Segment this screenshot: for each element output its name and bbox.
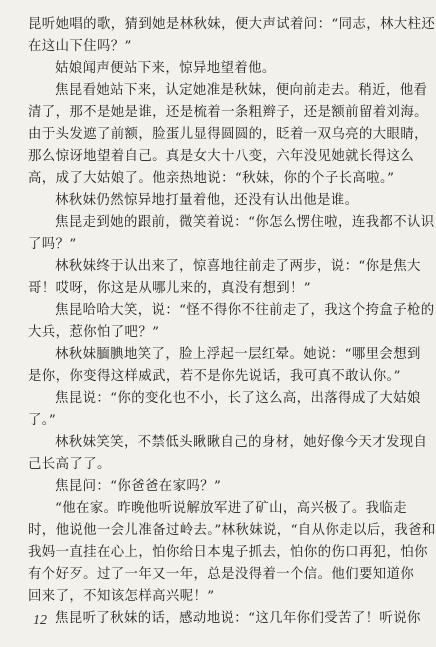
text-line: 有个好歹。过了一年又一年，总是没得着一个信。他们要知道你 bbox=[28, 567, 415, 582]
text-line: 林秋妹仍然惊异地打量着他，还没有认出他是谁。 bbox=[55, 193, 359, 208]
text-line: 焦昆哈哈大笑，说：“怪不得你不往前走了，我这个挎盒子枪的 bbox=[55, 303, 435, 318]
text-line: 时，他说他一会儿准备过岭去。”林秋妹说，“自从你走以后，我爸和 bbox=[28, 523, 436, 538]
text-line: 那么惊讶地望着自己。真是女大十八变，六年没见她就长得这么 bbox=[28, 149, 415, 164]
text-line: 焦昆走到她的跟前，微笑着说：“你怎么愣住啦，连我都不认识 bbox=[55, 215, 435, 230]
text-line: 林秋妹终于认出来了，惊喜地往前走了两步，说：“你是焦大 bbox=[55, 259, 421, 274]
text-line: 大兵，惹你怕了吧？” bbox=[28, 325, 160, 340]
text-line: 了。” bbox=[28, 413, 57, 428]
text-line: 焦昆问：“你爸爸在家吗？” bbox=[55, 479, 222, 494]
text-line: 焦昆看她站下来，认定她准是秋妹，便向前走去。稍近，他看 bbox=[55, 83, 428, 98]
text-line: 由于头发遮了前额，脸蛋儿显得圆圆的，眨着一双乌亮的大眼睛， bbox=[28, 127, 428, 142]
page-number: 12 bbox=[33, 613, 47, 628]
text-line: 昆听她唱的歌，猜到她是林秋妹，便大声试着问：“同志，林大柱还 bbox=[28, 17, 436, 32]
body-text bbox=[28, 14, 436, 630]
text-line: 姑娘闻声便站下来，惊异地望着他。 bbox=[55, 61, 276, 76]
text-line: 在这山下住吗？” bbox=[28, 39, 132, 54]
text-line: 哥！哎呀，你这是从哪儿来的，真没有想到！” bbox=[28, 281, 312, 296]
text-line: 己长高了了。 bbox=[28, 457, 111, 472]
text-line: 回来了，不知该怎样高兴呢！” bbox=[28, 589, 215, 604]
text-line: 清了，那不是她是谁，还是梳着一条粗辫子，还是额前留着刘海。 bbox=[28, 105, 428, 120]
text-line: 是你，你变得这样威武，若不是你先说话，我可真不敢认你。” bbox=[28, 369, 401, 384]
text-line: 高，成了大姑娘了。他亲热地说：“秋妹，你的个子长高啦。” bbox=[28, 171, 395, 186]
text-line: 林秋妹腼腆地笑了，脸上浮起一层红晕。她说：“哪里会想到 bbox=[55, 347, 421, 362]
text-line: 了吗？” bbox=[28, 237, 77, 252]
text-line: 林秋妹笑笑，不禁低头瞅瞅自己的身材，她好像今天才发现自 bbox=[55, 435, 428, 450]
text-line: 焦昆说：“你的变化也不小，长了这么高，出落得成了大姑娘 bbox=[55, 391, 421, 406]
text-line: 我妈一直挂在心上，怕你给日本鬼子抓去，怕你的伤口再犯，怕你 bbox=[28, 545, 428, 560]
text-line: 焦昆听了秋妹的话，感动地说：“这几年你们受苦了！听说你 bbox=[55, 611, 421, 626]
text-line: “他在家。昨晚他听说解放军进了矿山，高兴极了。我临走 bbox=[55, 501, 408, 516]
